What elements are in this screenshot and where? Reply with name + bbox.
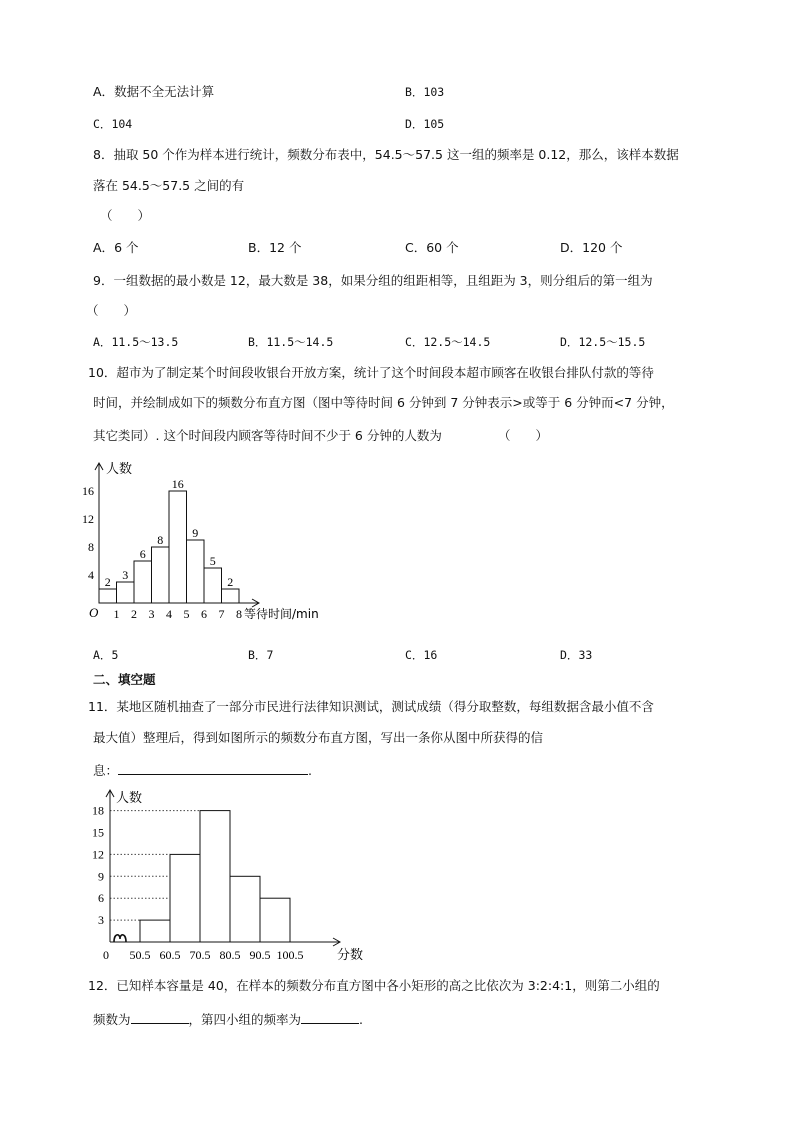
bar-value-label: 2 [104,575,111,589]
q11-stem-line3 [93,760,312,780]
q10-option-b [248,646,273,664]
option-label: B． [248,240,270,255]
origin-label: O [89,605,99,620]
option-label: D． [560,335,579,349]
option-text: 7 [266,648,274,662]
q12-answer-blank-2[interactable] [301,1009,359,1024]
bar-value-label: 16 [171,477,184,491]
y-axis-label: 人数 [106,462,133,477]
q12-stem-line1: 12．已知样本容量是 40，在样本的频数分布直方图中各小矩形的高之比依次为 3:2:4:1，则第二小组的 [88,978,660,993]
y-axis-label: 人数 [116,791,143,806]
waiting-time-histogram [78,455,348,630]
option-label: A． [93,84,115,99]
option-text: 11.5～14.5 [266,335,334,349]
histogram-bar [140,920,170,942]
option-label: B． [248,335,267,349]
y-tick-label: 9 [98,869,104,884]
q9-option-d [560,333,645,351]
x-tick-label: 8 [236,607,242,621]
q9-stem-line1: 9．一组数据的最小数是 12，最大数是 38，如果分组的组距相等，且组距为 3，则分组后的第一组为 [93,273,653,288]
q12-stem-line2 [93,1009,363,1029]
q10-stem-line2: 时间，并绘制成如下的频数分布直方图（图中等待时间 6 分钟到 7 分钟表示>或等于 6 分钟而<7 分钟， [93,395,674,410]
bar-value-label: 9 [192,526,199,540]
q10-option-c [405,646,437,664]
q7-option-c [93,115,132,133]
histogram-bar [222,589,240,603]
x-tick-label: 70.5 [189,948,211,962]
option-label: C． [93,117,112,131]
option-text: 12 个 [269,240,302,255]
option-label: D． [560,240,583,255]
q11-stem-line1: 11．某地区随机抽查了一部分市民进行法律知识测试，测试成绩（得分取整数，每组数据含最小值不含 [88,699,654,714]
score-histogram [88,784,388,966]
q11-answer-blank[interactable] [118,760,308,775]
q10-option-a [93,646,118,664]
axis-break-icon [114,935,126,942]
option-text: 120 个 [582,240,623,255]
option-text: 60 个 [426,240,459,255]
q7-option-d [405,115,444,133]
section-heading: 二、填空题 [93,672,156,687]
q8-option-a [93,239,139,257]
q12-text-c: . [359,1012,364,1027]
q8-stem-line2: 落在 54.5～57.5 之间的有 [93,178,245,193]
histogram-bar [152,547,170,603]
x-tick-label: 50.5 [129,948,151,962]
option-label: D． [405,117,424,131]
option-text: 12.5～14.5 [423,335,491,349]
y-tick-label: 16 [82,484,94,498]
q11-prefix: 息： [93,763,119,778]
x-tick-label: 100.5 [276,948,304,962]
histogram-bar [170,854,200,942]
option-label: A． [93,240,115,255]
x-tick-label: 60.5 [159,948,181,962]
q7-option-b [405,83,444,101]
option-text: 11.5～13.5 [111,335,179,349]
option-label: C． [405,335,424,349]
q12-text-a: 频数为 [93,1012,131,1027]
bar-value-label: 2 [227,575,234,589]
q9-option-c [405,333,490,351]
y-tick-label: 12 [82,512,94,526]
bar-value-label: 6 [139,547,146,561]
option-label: B． [248,648,267,662]
q8-option-d [560,239,622,257]
x-tick-label: 5 [183,607,190,621]
option-label: C． [405,648,424,662]
x-tick-label: 90.5 [249,948,271,962]
q9-option-b [248,333,333,351]
q11-stem-line2: 最大值）整理后，得到如图所示的频数分布直方图，写出一条你从图中所获得的信 [93,730,544,745]
q9-option-a [93,333,178,351]
histogram-bar [117,582,135,603]
x-tick-label: 6 [201,607,207,621]
y-tick-label: 12 [92,847,104,862]
q9-paren: （ ） [86,303,137,318]
q8-option-c [405,239,459,257]
y-tick-label: 3 [98,913,104,928]
option-text: 16 [423,648,438,662]
option-text: 104 [111,117,133,131]
x-tick-label: 7 [218,607,225,621]
q8-paren: （ ） [100,208,151,223]
x-tick-label: 3 [148,607,155,621]
x-tick-label: 1 [113,607,120,621]
q12-text-b: ，第四小组的频率为 [188,1012,302,1027]
q12-answer-blank-1[interactable] [131,1009,189,1024]
option-label: C． [405,240,427,255]
bar-value-label: 3 [122,568,129,582]
q7-option-a [93,83,214,101]
histogram-bar [200,811,230,942]
option-text: 33 [578,648,593,662]
option-label: B． [405,85,424,99]
x-tick-label: 2 [131,607,137,621]
option-text: 6 个 [114,240,139,255]
q8-option-b [248,239,301,257]
q10-stem-line3: 其它类同）. 这个时间段内顾客等待时间不少于 6 分钟的人数为 [93,428,442,443]
histogram-bar [99,589,117,603]
bar-value-label: 8 [157,533,164,547]
option-text: 103 [423,85,445,99]
option-text: 12.5～15.5 [578,335,646,349]
histogram-bar [204,568,222,603]
x-axis-label: 等待时间/min [244,607,319,621]
option-label: A． [93,335,112,349]
histogram-bar [187,540,205,603]
q10-paren: （ ） [498,428,549,443]
y-tick-label: 15 [92,825,104,840]
option-label: D． [560,648,579,662]
y-tick-label: 6 [98,891,104,906]
bar-value-label: 5 [209,554,216,568]
x-tick-label: 80.5 [219,948,241,962]
histogram-bar [260,898,290,942]
y-tick-label: 18 [92,803,104,818]
option-text: 5 [111,648,119,662]
y-tick-label: 4 [88,568,94,582]
q8-stem-line1: 8．抽取 50 个作为样本进行统计，频数分布表中，54.5～57.5 这一组的频率是 0.12，那么，该样本数据 [93,147,679,162]
y-tick-label: 8 [88,540,94,554]
histogram-bar [230,876,260,942]
origin-label: 0 [103,948,109,962]
x-axis-label: 分数 [337,948,364,963]
option-text: 105 [423,117,445,131]
option-text: 数据不全无法计算 [114,84,215,99]
x-tick-label: 4 [166,607,172,621]
q10-option-d [560,646,592,664]
histogram-bar [169,491,187,603]
q10-stem-line1: 10．超市为了制定某个时间段收银台开放方案，统计了这个时间段本超市顾客在收银台排队付款的等待 [88,365,654,380]
q11-suffix: . [308,763,312,778]
option-label: A． [93,648,112,662]
histogram-bar [134,561,152,603]
